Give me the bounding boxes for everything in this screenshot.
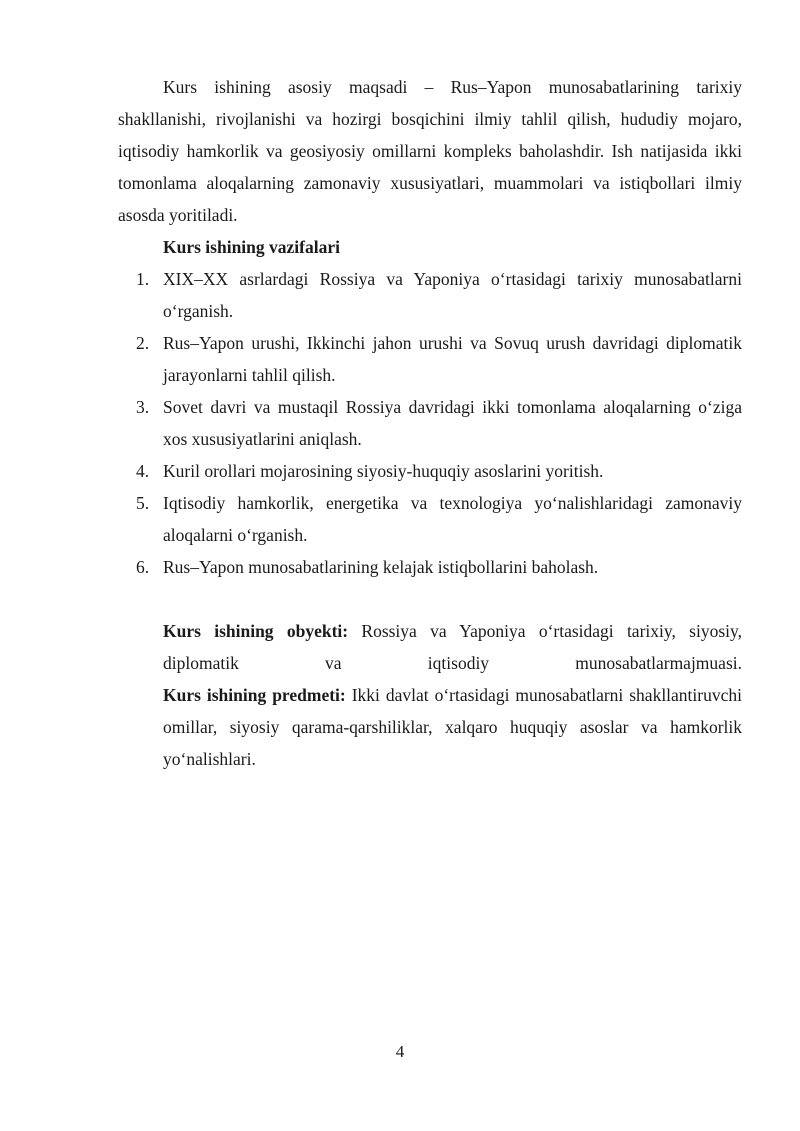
object-text: Rossiya va Yaponiya oʻrtasidagi tarixiy, siyosiy, diplomatik va iqtisodiy munosabatlarmajmuasi. (163, 621, 742, 673)
intro-paragraph: Kurs ishining asosiy maqsadi – Rus–Yapon munosabatlarining tarixiy shakllanishi, rivojlanishi va hozirgi bosqichini ilmiy tahlil qilish, hududiy mojaro, iqtisodiy hamkorlik va geosiyosiy omillarni kompleks baholashdir. Ish natijasida ikki tomonlama aloqalarning zamonaviy xususiyatlari, muammolari va istiqbollari ilmiy asosda yoritiladi. (118, 77, 742, 225)
object-paragraph (118, 615, 742, 679)
task-text: Rus–Yapon urushi, Ikkinchi jahon urushi va Sovuq urush davridagi diplomatik jarayonlarni tahlil qilish. (163, 333, 742, 385)
page-number: 4 (395, 1042, 405, 1061)
task-number: 3. (136, 397, 150, 417)
blank-line (118, 583, 742, 615)
task-item (118, 455, 742, 487)
task-item (118, 551, 742, 583)
subject-paragraph (118, 679, 742, 775)
task-number: 6. (136, 557, 150, 577)
task-item (118, 487, 742, 551)
document-body (118, 71, 742, 775)
task-number: 1. (136, 269, 150, 289)
task-item (118, 263, 742, 327)
task-text: Iqtisodiy hamkorlik, energetika va texnologiya yoʻnalishlaridagi zamonaviy aloqalarni oʻrganish. (163, 493, 742, 545)
tasks-list (118, 263, 742, 583)
task-number: 4. (136, 461, 150, 481)
task-text: Rus–Yapon munosabatlarining kelajak istiqbollarini baholash. (163, 557, 599, 577)
task-text: XIX–XX asrlardagi Rossiya va Yaponiya oʻrtasidagi tarixiy munosabatlarni oʻrganish. (163, 269, 742, 321)
tasks-heading: Kurs ishining vazifalari (163, 237, 340, 257)
task-number: 5. (136, 493, 150, 513)
task-item (118, 391, 742, 455)
object-label: Kurs ishining obyekti: (163, 621, 349, 641)
task-item (118, 327, 742, 391)
task-number: 2. (136, 333, 150, 353)
task-text: Kuril orollari mojarosining siyosiy-huquqiy asoslarini yoritish. (163, 461, 604, 481)
subject-text: Ikki davlat oʻrtasidagi munosabatlarni shakllantiruvchi omillar, siyosiy qarama-qarshiliklar, xalqaro huquqiy asoslar va hamkorlik yoʻnalishlari. (163, 685, 742, 769)
subject-label: Kurs ishining predmeti: (163, 685, 346, 705)
task-text: Sovet davri va mustaqil Rossiya davridagi ikki tomonlama aloqalarning oʻziga xos xususiyatlarini aniqlash. (163, 397, 742, 449)
